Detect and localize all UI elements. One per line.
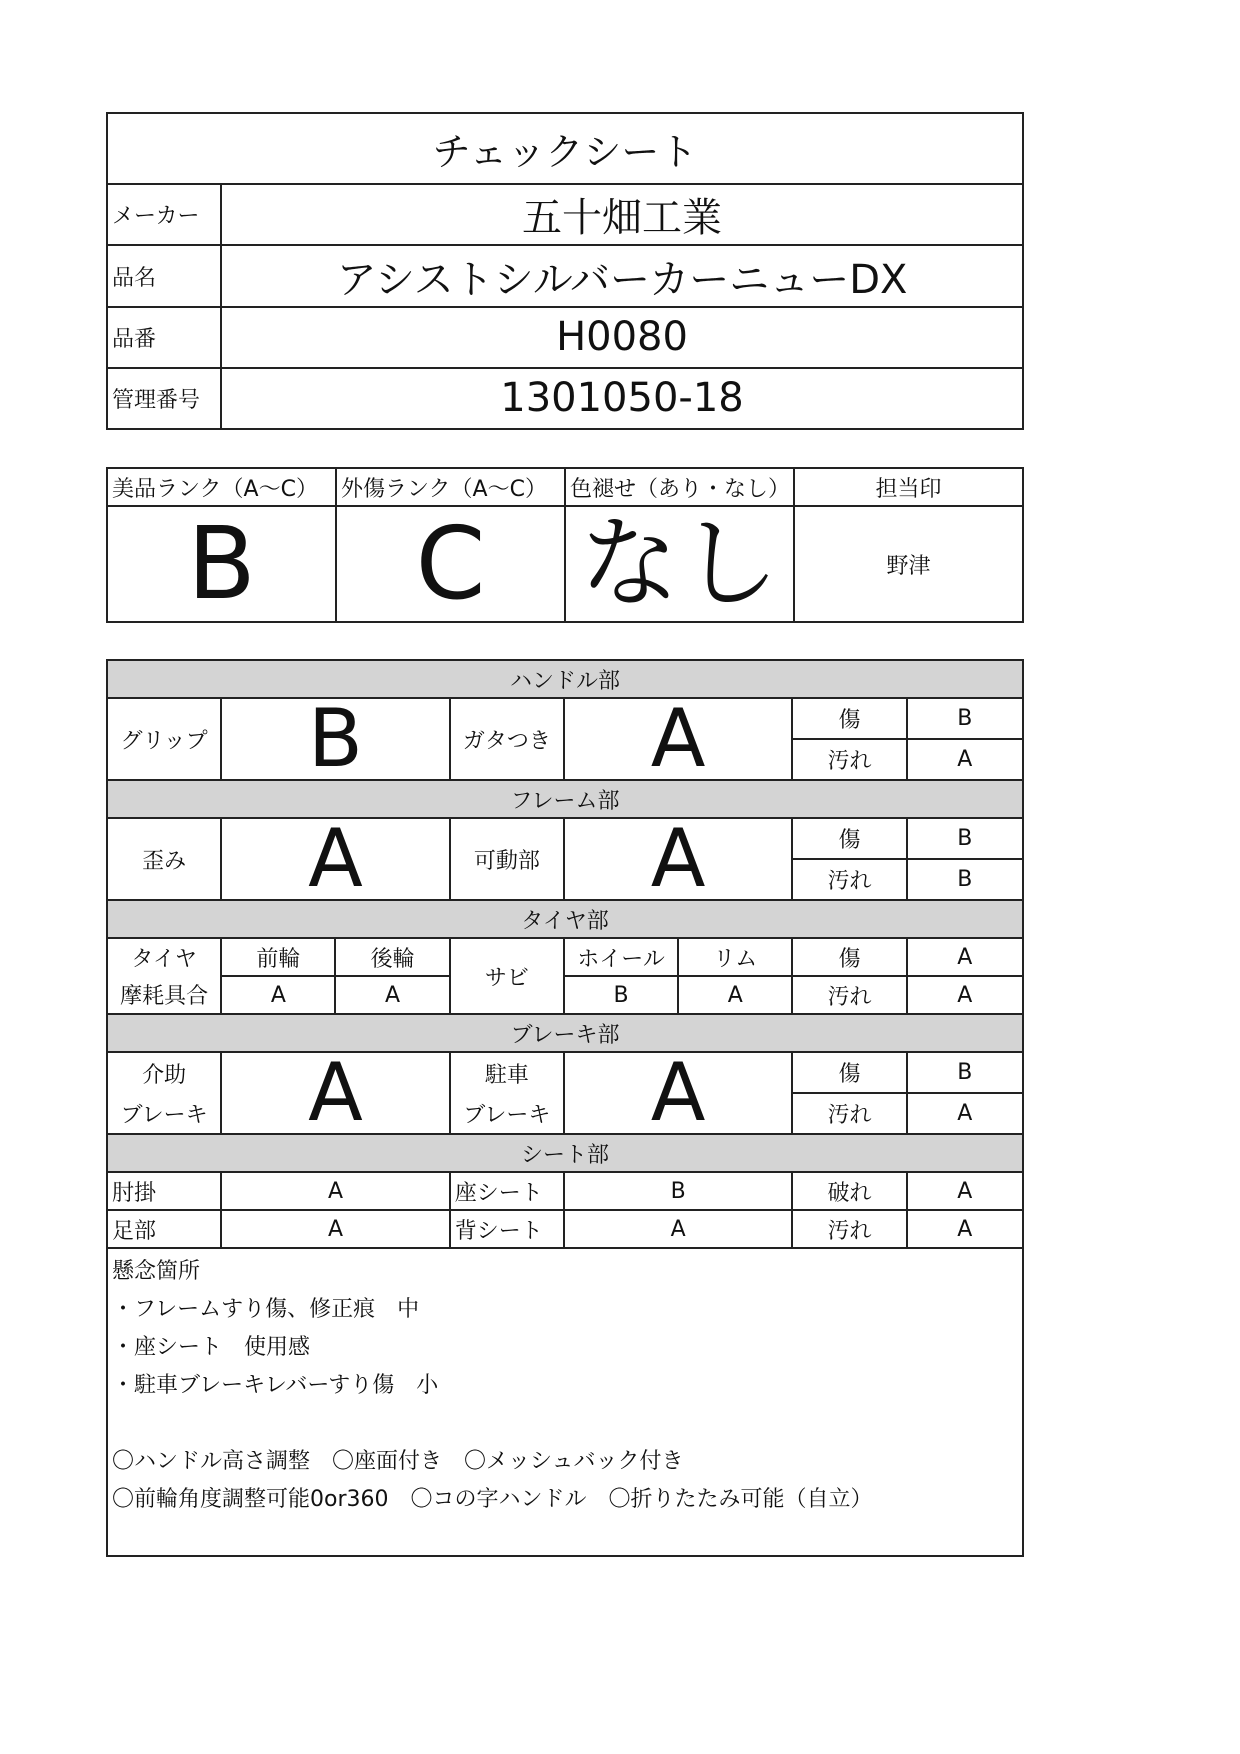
product-number-value: H0080: [221, 307, 1023, 368]
assist-brake-value: A: [221, 1052, 449, 1134]
play-value: A: [564, 698, 792, 780]
distortion-label: 歪み: [107, 818, 221, 900]
rim-label: リム: [678, 938, 792, 976]
footrest-value: A: [221, 1210, 449, 1248]
damage-rank-value: C: [336, 506, 565, 622]
management-number-label: 管理番号: [107, 368, 221, 429]
handle-scratch-label: 傷: [792, 698, 906, 739]
wheel-label: ホイール: [564, 938, 678, 976]
parking-brake-value: A: [564, 1052, 792, 1134]
staff-stamp-header: 担当印: [794, 468, 1023, 506]
brake-dirt-value: A: [907, 1093, 1023, 1134]
rear-wheel-value: A: [335, 976, 449, 1014]
brake-section-header: ブレーキ部: [107, 1014, 1023, 1052]
seat-cushion-value: B: [564, 1172, 792, 1210]
product-number-label: 品番: [107, 307, 221, 368]
handle-dirt-value: A: [907, 739, 1023, 780]
concerns-box: [107, 1248, 1023, 1556]
seat-section-header: シート部: [107, 1134, 1023, 1172]
wheel-value: B: [564, 976, 678, 1014]
tire-section-header: タイヤ部: [107, 900, 1023, 938]
tire-dirt-value: A: [907, 976, 1023, 1014]
moving-part-label: 可動部: [450, 818, 564, 900]
tire-wear-label-2: 摩耗具合: [107, 976, 221, 1014]
concern-line: ・座シート 使用感: [112, 1335, 311, 1360]
product-name-label: 品名: [107, 245, 221, 306]
parking-brake-label-1: 駐車: [450, 1052, 564, 1093]
product-name-value: アシストシルバーカーニューDX: [221, 245, 1023, 306]
tear-label: 破れ: [792, 1172, 906, 1210]
beauty-rank-value: B: [107, 506, 336, 622]
info-table: [106, 112, 1024, 430]
feature-line: 〇前輪角度調整可能0or360 〇コの字ハンドル 〇折りたたみ可能（自立）: [112, 1487, 873, 1512]
fading-header: 色褪せ（あり・なし）: [565, 468, 794, 506]
handle-scratch-value: B: [907, 698, 1023, 739]
concern-line: ・フレームすり傷、修正痕 中: [112, 1297, 420, 1322]
frame-scratch-value: B: [907, 818, 1023, 859]
inspection-table: [106, 659, 1024, 1557]
grip-label: グリップ: [107, 698, 221, 780]
assist-brake-label-2: ブレーキ: [107, 1093, 221, 1134]
handle-section-header: ハンドル部: [107, 660, 1023, 698]
armrest-value: A: [221, 1172, 449, 1210]
damage-rank-header: 外傷ランク（A～C）: [336, 468, 565, 506]
tire-wear-label-1: タイヤ: [107, 938, 221, 976]
backrest-label: 背シート: [450, 1210, 564, 1248]
staff-stamp-value: 野津: [794, 506, 1023, 622]
front-wheel-value: A: [221, 976, 335, 1014]
maker-label: メーカー: [107, 184, 221, 245]
seat-dirt-label: 汚れ: [792, 1210, 906, 1248]
blank-line: [112, 1405, 1018, 1443]
seat-cushion-label: 座シート: [450, 1172, 564, 1210]
tire-dirt-label: 汚れ: [792, 976, 906, 1014]
frame-scratch-label: 傷: [792, 818, 906, 859]
moving-part-value: A: [564, 818, 792, 900]
frame-section-header: フレーム部: [107, 780, 1023, 818]
assist-brake-label-1: 介助: [107, 1052, 221, 1093]
play-label: ガタつき: [450, 698, 564, 780]
fading-value: なし: [565, 506, 794, 622]
rear-wheel-label: 後輪: [335, 938, 449, 976]
grip-value: B: [221, 698, 449, 780]
beauty-rank-header: 美品ランク（A～C）: [107, 468, 336, 506]
tear-value: A: [907, 1172, 1023, 1210]
concerns-heading: 懸念箇所: [112, 1259, 201, 1284]
brake-dirt-label: 汚れ: [792, 1093, 906, 1134]
handle-dirt-label: 汚れ: [792, 739, 906, 780]
frame-dirt-label: 汚れ: [792, 859, 906, 900]
front-wheel-label: 前輪: [221, 938, 335, 976]
backrest-value: A: [564, 1210, 792, 1248]
seat-dirt-value: A: [907, 1210, 1023, 1248]
footrest-label: 足部: [107, 1210, 221, 1248]
distortion-value: A: [221, 818, 449, 900]
brake-scratch-label: 傷: [792, 1052, 906, 1093]
brake-scratch-value: B: [907, 1052, 1023, 1093]
management-number-value: 1301050-18: [221, 368, 1023, 429]
rust-label: サビ: [450, 938, 564, 1014]
rank-table: [106, 467, 1024, 623]
sheet-title: チェックシート: [107, 113, 1023, 184]
concern-line: ・駐車ブレーキレバーすり傷 小: [112, 1373, 439, 1398]
tire-scratch-label: 傷: [792, 938, 906, 976]
armrest-label: 肘掛: [107, 1172, 221, 1210]
feature-line: 〇ハンドル高さ調整 〇座面付き 〇メッシュバック付き: [112, 1449, 684, 1474]
parking-brake-label-2: ブレーキ: [450, 1093, 564, 1134]
rim-value: A: [678, 976, 792, 1014]
frame-dirt-value: B: [907, 859, 1023, 900]
tire-scratch-value: A: [907, 938, 1023, 976]
maker-value: 五十畑工業: [221, 184, 1023, 245]
